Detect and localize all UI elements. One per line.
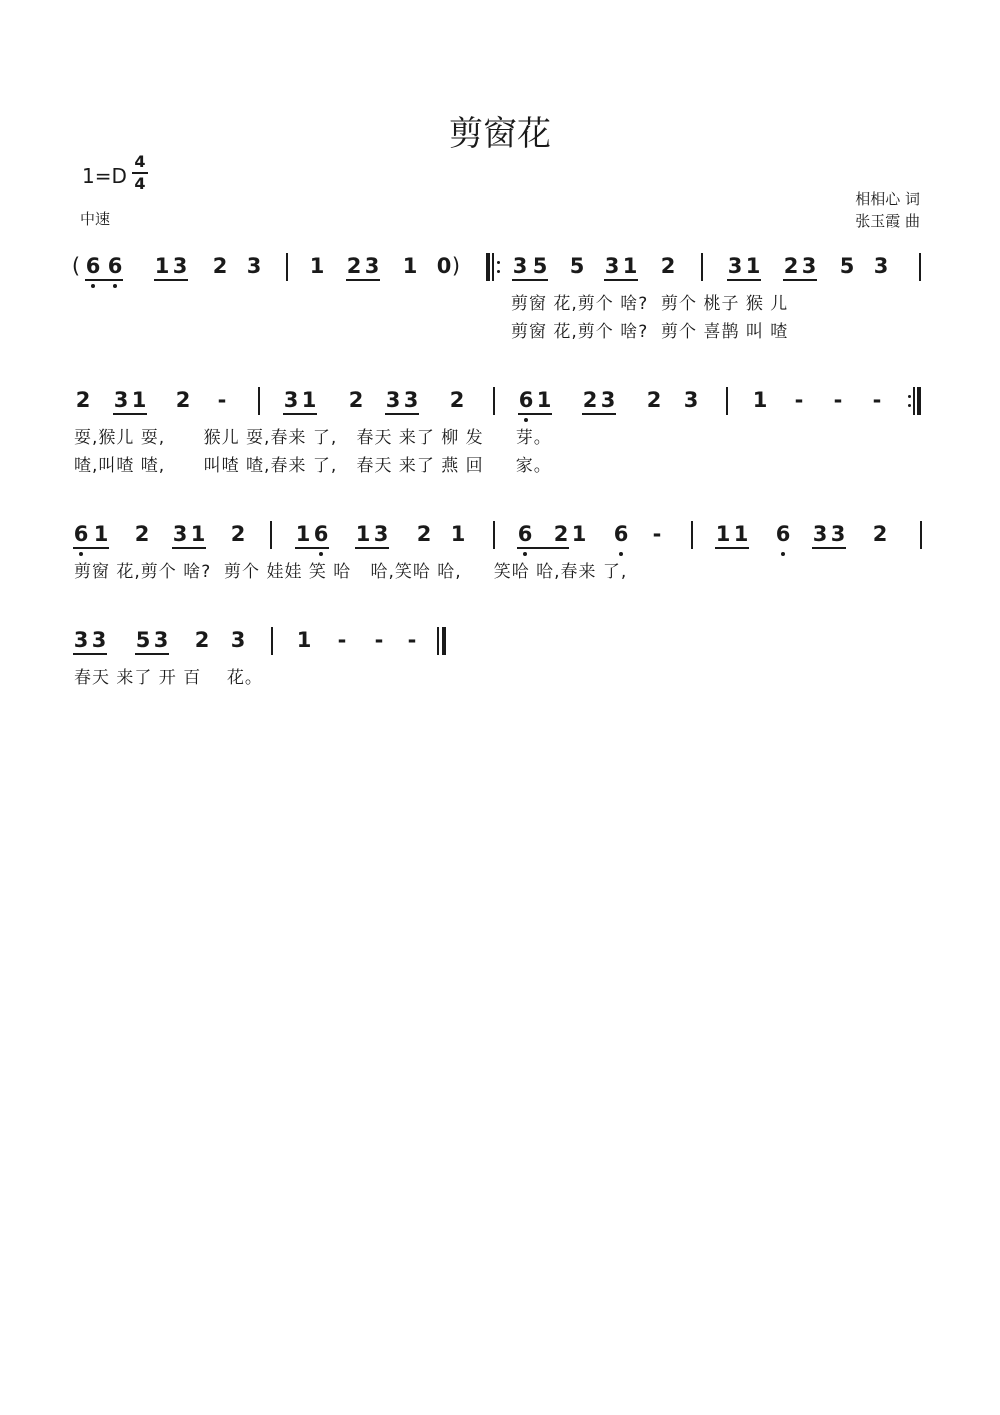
- note: 6: [775, 522, 791, 546]
- lyric-line: 喳,叫喳 喳, 叫喳 喳,春来 了, 春天 来了 燕 回 家。: [74, 456, 552, 476]
- note: 2: [75, 388, 91, 412]
- note: 3: [73, 628, 89, 652]
- eighth-underline: [73, 547, 109, 549]
- lyric-line: 剪窗 花,剪个 啥? 剪个 娃娃 笑 哈 哈,笑哈 哈, 笑哈 哈,春来 了,: [74, 562, 628, 582]
- note: 3: [113, 388, 129, 412]
- note: 1: [733, 522, 749, 546]
- final-bar-thin: [437, 627, 439, 655]
- dash-note: -: [652, 522, 662, 546]
- time-numerator: 4: [134, 152, 146, 171]
- low-octave-dot: [91, 284, 95, 288]
- low-octave-dot: [113, 284, 117, 288]
- eighth-underline: [582, 413, 616, 415]
- repeat-end-thin: [913, 387, 915, 415]
- note: 3: [373, 522, 389, 546]
- repeat-dot: [497, 270, 500, 273]
- dash-note: -: [407, 628, 417, 652]
- eighth-underline: [113, 413, 147, 415]
- repeat-start-thick: [486, 253, 490, 281]
- note: 6: [73, 522, 89, 546]
- repeat-dot: [497, 261, 500, 264]
- low-octave-dot: [524, 418, 528, 422]
- note: 3: [830, 522, 846, 546]
- note: 6: [107, 254, 123, 278]
- note: 2: [660, 254, 676, 278]
- eighth-underline: [385, 413, 419, 415]
- note: 2: [230, 522, 246, 546]
- bar-line: [286, 253, 288, 281]
- eighth-underline: [604, 279, 638, 281]
- parenthesis: (: [71, 254, 81, 278]
- note: 6: [518, 388, 534, 412]
- note: 1: [154, 254, 170, 278]
- eighth-underline: [172, 547, 206, 549]
- note: 1: [295, 522, 311, 546]
- low-octave-dot: [781, 552, 785, 556]
- dash-note: -: [833, 388, 843, 412]
- note: 1: [296, 628, 312, 652]
- note: 1: [571, 522, 587, 546]
- lyric-line: 剪窗 花,剪个 啥? 剪个 桃子 猴 儿: [511, 294, 789, 314]
- note: 1: [450, 522, 466, 546]
- song-title: 剪窗花: [449, 114, 551, 154]
- eighth-underline: [154, 279, 188, 281]
- repeat-dot: [908, 395, 911, 398]
- dash-note: -: [872, 388, 882, 412]
- eighth-underline: [346, 279, 380, 281]
- time-signature: [132, 153, 148, 193]
- note: 3: [727, 254, 743, 278]
- final-bar-thick: [442, 627, 446, 655]
- eighth-underline: [715, 547, 749, 549]
- eighth-underline: [812, 547, 846, 549]
- repeat-dot: [908, 404, 911, 407]
- note: 1: [752, 388, 768, 412]
- note: 1: [355, 522, 371, 546]
- note: 1: [536, 388, 552, 412]
- bar-line: [493, 521, 495, 549]
- eighth-underline: [727, 279, 761, 281]
- dash-note: -: [794, 388, 804, 412]
- note: 3: [364, 254, 380, 278]
- repeat-start-thin: [492, 253, 494, 281]
- key-signature: 1=D: [82, 164, 127, 188]
- bar-line: [920, 521, 922, 549]
- note: 2: [582, 388, 598, 412]
- low-octave-dot: [619, 552, 623, 556]
- note: 2: [175, 388, 191, 412]
- eighth-underline: [85, 279, 123, 281]
- note: 3: [873, 254, 889, 278]
- note: 5: [532, 254, 548, 278]
- note: 1: [301, 388, 317, 412]
- note: 2: [212, 254, 228, 278]
- note: 5: [569, 254, 585, 278]
- eighth-underline: [517, 547, 569, 549]
- note: 1: [309, 254, 325, 278]
- note: 3: [91, 628, 107, 652]
- note: 2: [449, 388, 465, 412]
- eighth-underline: [73, 653, 107, 655]
- time-denominator: 4: [134, 174, 146, 193]
- note: 3: [812, 522, 828, 546]
- note: 2: [134, 522, 150, 546]
- note: 3: [172, 522, 188, 546]
- note: 3: [246, 254, 262, 278]
- note: 3: [600, 388, 616, 412]
- note: 5: [839, 254, 855, 278]
- note: 3: [230, 628, 246, 652]
- note: 3: [604, 254, 620, 278]
- note: 2: [872, 522, 888, 546]
- dash-note: -: [217, 388, 227, 412]
- note: 6: [313, 522, 329, 546]
- note: 1: [745, 254, 761, 278]
- note: 1: [131, 388, 147, 412]
- note: 3: [403, 388, 419, 412]
- note: 6: [85, 254, 101, 278]
- low-octave-dot: [523, 552, 527, 556]
- note: 3: [172, 254, 188, 278]
- parenthesis: ): [451, 254, 461, 278]
- bar-line: [919, 253, 921, 281]
- note: 2: [348, 388, 364, 412]
- dash-note: -: [337, 628, 347, 652]
- low-octave-dot: [319, 552, 323, 556]
- note: 2: [553, 522, 569, 546]
- note: 2: [194, 628, 210, 652]
- low-octave-dot: [79, 552, 83, 556]
- lyric-line: 剪窗 花,剪个 啥? 剪个 喜鹊 叫 喳: [511, 322, 789, 342]
- note: 1: [715, 522, 731, 546]
- eighth-underline: [135, 653, 169, 655]
- note: 3: [153, 628, 169, 652]
- bar-line: [271, 627, 273, 655]
- eighth-underline: [355, 547, 389, 549]
- note: 1: [93, 522, 109, 546]
- bar-line: [691, 521, 693, 549]
- note: 6: [517, 522, 533, 546]
- note: 1: [190, 522, 206, 546]
- bar-line: [701, 253, 703, 281]
- bar-line: [493, 387, 495, 415]
- note: 3: [801, 254, 817, 278]
- note: 2: [783, 254, 799, 278]
- note: 3: [512, 254, 528, 278]
- bar-line: [258, 387, 260, 415]
- tempo-marking: 中速: [80, 210, 111, 228]
- eighth-underline: [295, 547, 329, 549]
- note: 2: [346, 254, 362, 278]
- note: 3: [385, 388, 401, 412]
- dash-note: -: [374, 628, 384, 652]
- eighth-underline: [518, 413, 552, 415]
- note: 1: [622, 254, 638, 278]
- repeat-end-thick: [917, 387, 921, 415]
- note: 2: [646, 388, 662, 412]
- eighth-underline: [512, 279, 548, 281]
- lyricist-credit: 相相心 词: [855, 190, 920, 208]
- note: 3: [283, 388, 299, 412]
- eighth-underline: [783, 279, 817, 281]
- lyric-line: 耍,猴儿 耍, 猴儿 耍,春来 了, 春天 来了 柳 发 芽。: [74, 428, 552, 448]
- bar-line: [726, 387, 728, 415]
- composer-credit: 张玉霞 曲: [855, 212, 920, 230]
- note: 1: [402, 254, 418, 278]
- note: 0: [436, 254, 452, 278]
- bar-line: [270, 521, 272, 549]
- note: 2: [416, 522, 432, 546]
- eighth-underline: [283, 413, 317, 415]
- lyric-line: 春天 来了 开 百 花。: [74, 668, 263, 688]
- note: 3: [683, 388, 699, 412]
- note: 5: [135, 628, 151, 652]
- note: 6: [613, 522, 629, 546]
